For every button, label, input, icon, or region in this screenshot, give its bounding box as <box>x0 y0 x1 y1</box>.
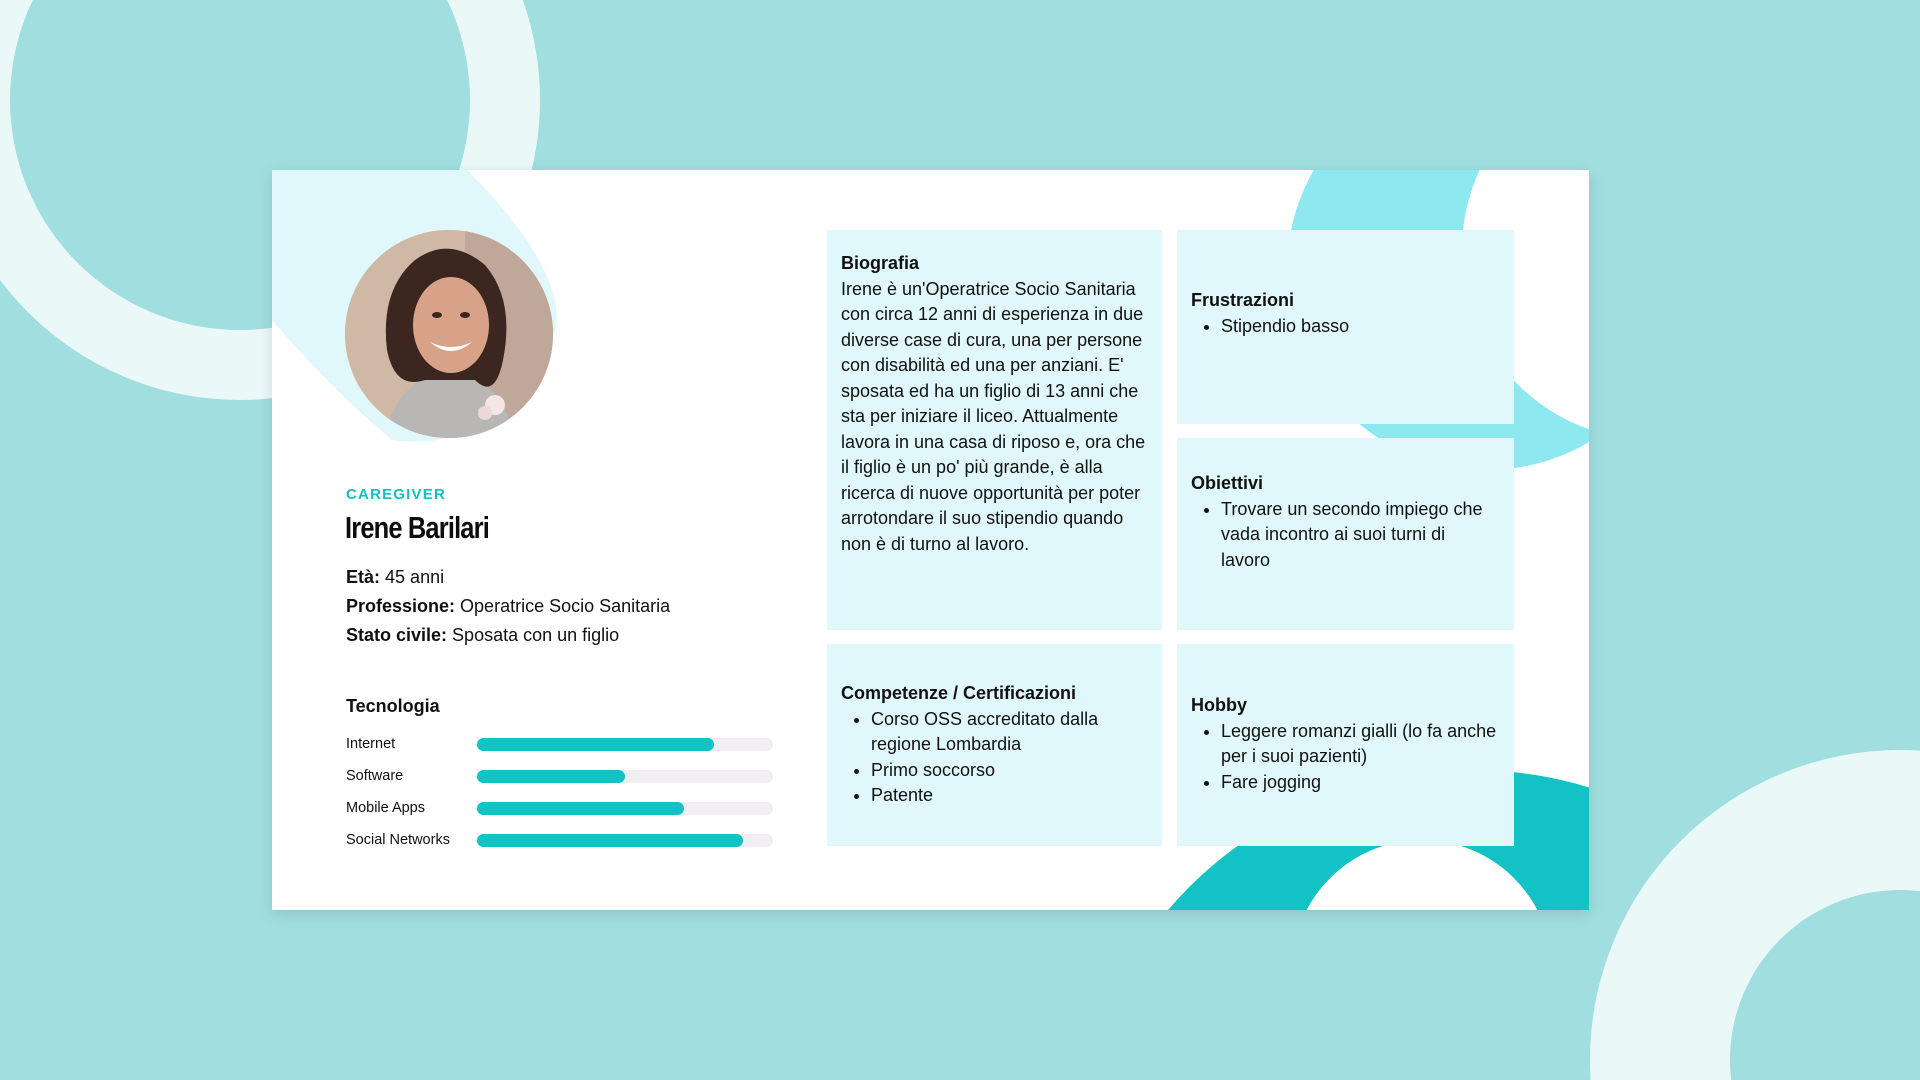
skills-box <box>827 644 1162 846</box>
tech-label: Mobile Apps <box>346 800 425 816</box>
detail-label: Professione: <box>346 596 456 616</box>
portrait-photo-icon <box>345 230 553 438</box>
frustrations-list <box>1191 314 1498 340</box>
tech-bar-track <box>477 834 773 847</box>
persona-name: Irene Barilari <box>345 510 489 545</box>
list-item: • Corso OSS accreditato dalla regione Lombardia <box>871 707 1146 758</box>
tech-label: Internet <box>346 736 396 752</box>
tech-row-internet <box>346 734 776 754</box>
list-item: • Primo soccorso <box>871 758 1146 784</box>
tech-row-software <box>346 766 776 786</box>
tech-bar-fill <box>477 738 714 751</box>
frustrations-box <box>1177 230 1514 424</box>
tech-bar-fill <box>477 770 625 783</box>
detail-label: Stato civile: <box>346 625 448 645</box>
goals-list <box>1191 497 1498 574</box>
detail-age <box>346 563 670 592</box>
detail-label: Età: <box>346 567 381 587</box>
hobby-list <box>1191 719 1498 796</box>
biography-text: Irene è un'Operatrice Socio Sanitaria con circa 12 anni di esperienza in due diverse case di cura, una per persone con disabilità ed una per anziani. E' sposata ed ha un figlio di 13 anni che sta per iniziare il liceo. Attualmente lavora in una casa di riposo e, ora che il figlio è un po' più grande, è alla ricerca di nuove opportunità per poter arrotondare il suo stipendio quando non è di turno al lavoro. <box>841 278 1146 554</box>
persona-details <box>346 563 670 650</box>
goals-title: Obiettivi <box>1191 473 1264 493</box>
skills-title: Competenze / Certificazioni <box>841 683 1077 703</box>
detail-value: 45 anni <box>385 567 445 587</box>
tech-bar-track <box>477 738 773 751</box>
detail-value: Sposata con un figlio <box>452 625 620 645</box>
biography-box <box>827 230 1162 630</box>
list-item: • Patente <box>871 783 1146 809</box>
tech-bar-track <box>477 770 773 783</box>
hobby-title: Hobby <box>1191 695 1247 715</box>
skills-list <box>841 707 1146 809</box>
persona-card <box>272 170 1589 910</box>
list-item: • Stipendio basso <box>1221 314 1498 340</box>
detail-marital-status <box>346 621 670 650</box>
tech-bar-track <box>477 802 773 815</box>
detail-profession <box>346 592 670 621</box>
hobby-box <box>1177 644 1514 846</box>
persona-role: CAREGIVER <box>346 486 446 503</box>
goals-box <box>1177 438 1514 630</box>
tech-row-mobile-apps <box>346 798 776 818</box>
tech-bar-fill <box>477 834 743 847</box>
tech-label: Social Networks <box>346 832 450 848</box>
list-item: • Trovare un secondo impiego che vada incontro ai suoi turni di lavoro <box>1221 497 1498 574</box>
list-item: • Fare jogging <box>1221 770 1498 796</box>
tech-bar-fill <box>477 802 684 815</box>
tech-row-social-networks <box>346 830 776 850</box>
tech-label: Software <box>346 768 404 784</box>
frustrations-title: Frustrazioni <box>1191 290 1295 310</box>
profile-photo <box>345 230 553 438</box>
technology-title: Tecnologia <box>346 696 440 716</box>
detail-value: Operatrice Socio Sanitaria <box>460 596 671 616</box>
biography-title: Biografia <box>841 253 920 273</box>
list-item: • Leggere romanzi gialli (lo fa anche per i suoi pazienti) <box>1221 719 1498 770</box>
